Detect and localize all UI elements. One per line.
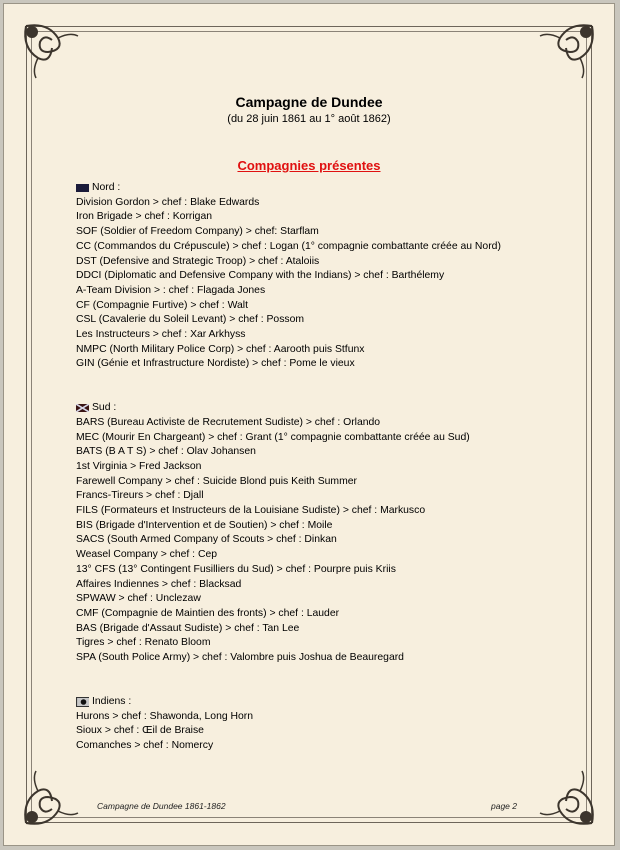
group-lines <box>76 196 556 372</box>
section-title: Compagnies présentes <box>237 158 381 173</box>
list-item: Farewell Company > chef : Suicide Blond puis Keith Summer <box>76 475 357 487</box>
list-item: Affaires Indiennes > chef : Blacksad <box>76 578 242 590</box>
corner-ornament-icon <box>18 765 84 831</box>
document-subtitle: (du 28 juin 1861 au 1° août 1862) <box>227 113 391 125</box>
list-item: Iron Brigade > chef : Korrigan <box>76 211 213 223</box>
companies-list <box>76 181 556 754</box>
group-header <box>76 181 556 196</box>
document-title: Campagne de Dundee <box>235 94 383 110</box>
list-item: Les Instructeurs > chef : Xar Arkhyss <box>76 329 246 341</box>
group-label: Sud : <box>92 402 117 414</box>
group-label: Nord : <box>92 182 121 193</box>
corner-ornament-icon <box>534 765 600 831</box>
list-item: BARS (Bureau Activiste de Recrutement Sudiste) > chef : Orlando <box>76 416 381 428</box>
list-item: Sioux > chef : Œil de Braise <box>76 725 204 737</box>
list-item: SPA (South Police Army) > chef : Valombre puis Joshua de Beauregard <box>76 652 404 664</box>
confederate-flag-icon <box>76 404 89 412</box>
list-item: Comanches > chef : Nomercy <box>76 739 214 751</box>
group-label: Indiens : <box>92 695 132 707</box>
list-item: Division Gordon > chef : Blake Edwards <box>76 196 260 208</box>
list-item: NMPC (North Military Police Corp) > chef : Aarooth puis Stfunx <box>76 343 365 355</box>
list-item: BAS (Brigade d'Assaut Sudiste) > chef : Tan Lee <box>76 622 300 634</box>
group-header <box>76 401 556 416</box>
corner-ornament-icon <box>534 18 600 84</box>
list-item: FILS (Formateurs et Instructeurs de la Louisiane Sudiste) > chef : Markusco <box>76 505 426 517</box>
group-lines <box>76 416 556 666</box>
group-nord <box>76 181 556 372</box>
list-item: GIN (Génie et Infrastructure Nordiste) > chef : Pome le vieux <box>76 358 355 370</box>
list-item: SPWAW > chef : Unclezaw <box>76 593 201 605</box>
list-item: CMF (Compagnie de Maintien des fronts) > chef : Lauder <box>76 607 340 619</box>
list-item: A-Team Division > : chef : Flagada Jones <box>76 284 266 296</box>
list-item: DDCI (Diplomatic and Defensive Company with the Indians) > chef : Barthélemy <box>76 270 445 282</box>
page-number: page 2 <box>491 801 517 811</box>
list-item: Weasel Company > chef : Cep <box>76 549 218 561</box>
union-flag-icon <box>76 184 89 192</box>
list-item: CSL (Cavalerie du Soleil Levant) > chef : Possom <box>76 314 305 326</box>
list-item: BIS (Brigade d'Intervention et de Soutien) > chef : Moile <box>76 519 333 531</box>
corner-ornament-icon <box>18 18 84 84</box>
indian-flag-icon <box>76 697 89 707</box>
list-item: BATS (B A T S) > chef : Olav Johansen <box>76 446 256 458</box>
list-item: CF (Compagnie Furtive) > chef : Walt <box>76 299 248 311</box>
footer-title: Campagne de Dundee 1861-1862 <box>97 801 226 811</box>
document-page <box>3 3 615 846</box>
list-item: Francs-Tireurs > chef : Djall <box>76 490 204 502</box>
list-item: SACS (South Armed Company of Scouts > chef : Dinkan <box>76 534 337 546</box>
list-item: SOF (Soldier of Freedom Company) > chef: Starflam <box>76 226 319 238</box>
group-header <box>76 695 556 710</box>
group-sud <box>76 401 556 666</box>
list-item: MEC (Mourir En Chargeant) > chef : Grant (1° compagnie combattante créée au Sud) <box>76 431 470 443</box>
list-item: CC (Commandos du Crépuscule) > chef : Logan (1° compagnie combattante créée au Nord) <box>76 240 501 252</box>
group-indiens <box>76 695 556 754</box>
list-item: Hurons > chef : Shawonda, Long Horn <box>76 710 254 722</box>
list-item: 1st Virginia > Fred Jackson <box>76 460 202 472</box>
group-lines <box>76 710 556 754</box>
list-item: Tigres > chef : Renato Bloom <box>76 637 211 649</box>
list-item: DST (Defensive and Strategic Troop) > chef : Ataloiis <box>76 255 320 267</box>
list-item: 13° CFS (13° Contingent Fusilliers du Sud) > chef : Pourpre puis Kriis <box>76 563 396 575</box>
